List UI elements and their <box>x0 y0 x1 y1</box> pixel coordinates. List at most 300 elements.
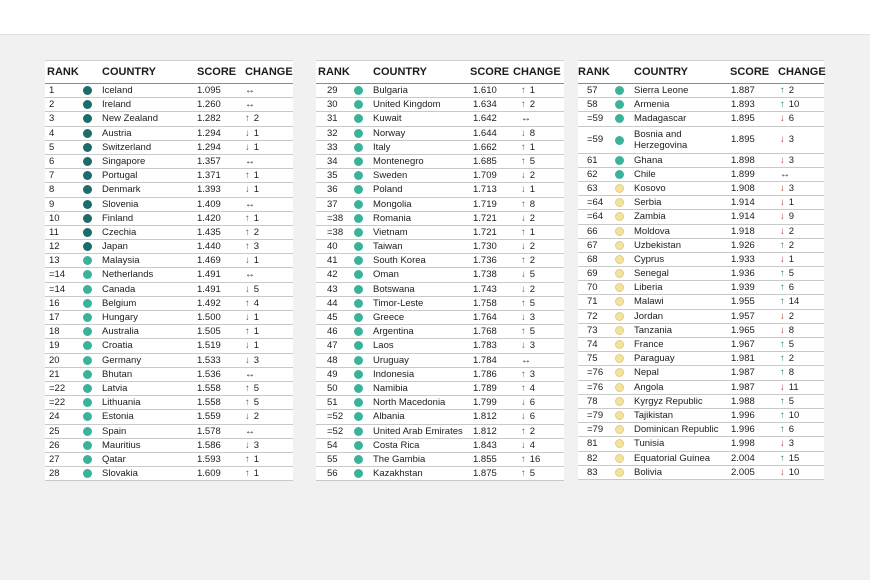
rank-cell: 50 <box>327 382 338 394</box>
change-value: 3 <box>253 241 260 253</box>
table-row <box>316 283 564 297</box>
table-row <box>316 368 564 382</box>
score-cell: 1.558 <box>197 397 221 409</box>
table-row <box>316 226 564 240</box>
tier-dot-icon <box>615 184 624 193</box>
country-cell: Canada <box>102 283 136 295</box>
tier-dot-icon <box>615 241 624 250</box>
change-cell <box>780 325 794 336</box>
table-row <box>316 311 564 325</box>
arrow-down-icon: ↓ <box>521 127 526 139</box>
header-score: SCORE <box>470 66 510 78</box>
change-value: 1 <box>253 312 260 323</box>
rank-cell: 63 <box>587 182 598 194</box>
change-cell <box>245 255 259 266</box>
score-cell: 1.713 <box>473 184 497 196</box>
tier-dot-icon <box>354 427 363 436</box>
country-cell: United Arab Emirates <box>373 425 463 437</box>
arrow-up-icon: ↑ <box>780 339 785 350</box>
score-cell: 1.095 <box>197 85 221 96</box>
rank-cell: 75 <box>587 353 598 365</box>
table-row <box>45 368 293 382</box>
table-row <box>316 240 564 254</box>
arrow-down-icon: ↓ <box>245 255 250 267</box>
change-value: 2 <box>529 283 536 295</box>
arrow-both-icon: ↔ <box>245 269 255 281</box>
country-cell: North Macedonia <box>373 397 446 409</box>
rank-cell: 58 <box>587 99 598 111</box>
score-cell: 1.926 <box>731 239 755 251</box>
change-cell <box>780 282 794 293</box>
tier-dot-icon <box>83 185 92 194</box>
change-cell <box>780 155 794 166</box>
arrow-both-icon: ↔ <box>245 368 255 380</box>
change-cell <box>521 156 535 167</box>
rank-cell: 47 <box>327 340 338 352</box>
change-value: 2 <box>529 212 536 224</box>
tier-dot-icon <box>615 227 624 236</box>
rank-cell: =64 <box>587 211 604 223</box>
score-cell: 1.409 <box>197 198 221 210</box>
table-row <box>316 254 564 268</box>
rank-cell: 12 <box>49 241 60 253</box>
rank-cell: 74 <box>587 339 598 350</box>
score-cell: 1.918 <box>731 225 755 237</box>
arrow-both-icon: ↔ <box>245 155 255 167</box>
table-row <box>316 127 564 141</box>
tier-dot-icon <box>354 200 363 209</box>
score-cell: 1.730 <box>473 241 497 253</box>
table-row <box>45 325 293 339</box>
arrow-up-icon: ↑ <box>245 212 250 224</box>
arrow-up-icon: ↑ <box>521 453 526 465</box>
table-row <box>578 395 824 409</box>
table-row <box>45 268 293 282</box>
country-cell: The Gambia <box>373 453 426 465</box>
country-cell: Spain <box>102 425 127 437</box>
change-cell <box>521 199 535 210</box>
change-cell <box>521 426 535 437</box>
arrow-down-icon: ↓ <box>780 197 785 209</box>
country-cell: Liberia <box>634 282 663 294</box>
score-cell: 1.957 <box>731 310 755 322</box>
country-cell: Moldova <box>634 225 670 237</box>
change-cell <box>780 85 794 96</box>
score-cell: 1.988 <box>731 395 755 407</box>
score-cell: 1.469 <box>197 255 221 267</box>
tier-dot-icon <box>615 114 624 123</box>
table-row <box>45 410 293 424</box>
change-cell <box>245 170 259 181</box>
arrow-down-icon: ↓ <box>245 439 250 451</box>
rank-cell: =76 <box>587 381 604 393</box>
change-value: 2 <box>529 99 536 111</box>
arrow-up-icon: ↑ <box>780 268 785 280</box>
table-row <box>316 382 564 396</box>
arrow-down-icon: ↓ <box>521 312 526 323</box>
arrow-up-icon: ↑ <box>521 198 526 210</box>
table-row <box>45 84 293 98</box>
arrow-up-icon: ↑ <box>780 239 785 251</box>
rank-cell: 29 <box>327 85 338 96</box>
tier-dot-icon <box>83 441 92 450</box>
table-row <box>578 127 824 154</box>
change-cell <box>780 424 794 435</box>
tier-dot-icon <box>83 384 92 393</box>
table-row <box>45 311 293 325</box>
score-cell: 1.987 <box>731 367 755 379</box>
country-cell: Senegal <box>634 268 669 280</box>
country-cell: Bhutan <box>102 368 133 380</box>
arrow-down-icon: ↓ <box>780 438 785 450</box>
score-cell: 1.586 <box>197 439 221 451</box>
change-value: 6 <box>529 397 536 409</box>
rank-cell: 5 <box>49 141 55 153</box>
tier-dot-icon <box>615 454 624 463</box>
score-cell: 1.435 <box>197 226 221 238</box>
score-cell: 2.005 <box>731 466 755 478</box>
country-cell: Jordan <box>634 310 664 322</box>
change-cell <box>780 99 799 110</box>
change-cell <box>245 340 259 351</box>
rank-cell: 54 <box>327 439 338 451</box>
change-cell <box>245 369 255 380</box>
change-cell <box>245 355 259 366</box>
table-row <box>578 466 824 480</box>
score-cell: 1.812 <box>473 425 497 437</box>
rank-cell: 36 <box>327 184 338 196</box>
change-value: 1 <box>253 340 260 352</box>
change-value: 3 <box>529 340 536 352</box>
tier-dot-icon <box>354 214 363 223</box>
change-value: 2 <box>253 113 260 125</box>
arrow-up-icon: ↑ <box>245 241 250 253</box>
change-cell <box>780 339 794 350</box>
score-cell: 1.965 <box>731 324 755 336</box>
change-cell <box>521 326 535 337</box>
arrow-up-icon: ↑ <box>521 368 526 380</box>
change-value: 10 <box>788 409 800 421</box>
country-cell: Malawi <box>634 296 664 308</box>
score-cell: 1.738 <box>473 269 497 281</box>
table-row <box>578 182 824 196</box>
table-row <box>45 467 293 481</box>
change-value: 3 <box>529 368 536 380</box>
arrow-down-icon: ↓ <box>780 154 785 166</box>
arrow-down-icon: ↓ <box>780 133 785 145</box>
country-cell: Qatar <box>102 453 126 465</box>
header-rank: RANK <box>318 66 350 78</box>
country-cell: Costa Rica <box>373 439 420 451</box>
tier-dot-icon <box>83 171 92 180</box>
rank-cell: 45 <box>327 312 338 323</box>
table-row <box>578 196 824 210</box>
score-cell: 1.758 <box>473 297 497 309</box>
change-cell <box>780 268 794 279</box>
country-cell: Kazakhstan <box>373 468 423 480</box>
arrow-down-icon: ↓ <box>780 466 785 478</box>
table-row <box>578 84 824 98</box>
change-cell <box>521 312 535 323</box>
change-value: 2 <box>529 255 536 267</box>
table-row <box>578 381 824 395</box>
tier-dot-icon <box>83 412 92 421</box>
arrow-up-icon: ↑ <box>521 99 526 111</box>
country-cell: Equatorial Guinea <box>634 452 711 464</box>
rank-cell: 28 <box>49 468 60 480</box>
change-cell <box>780 396 794 407</box>
table-row <box>316 453 564 467</box>
table-row <box>316 198 564 212</box>
tier-dot-icon <box>83 114 92 123</box>
country-cell: Portugal <box>102 170 138 182</box>
country-cell: Tanzania <box>634 324 673 336</box>
change-value: 3 <box>788 133 795 145</box>
arrow-up-icon: ↑ <box>780 395 785 407</box>
change-value: 5 <box>788 395 795 407</box>
tier-dot-icon <box>354 412 363 421</box>
arrow-up-icon: ↑ <box>521 255 526 267</box>
change-value: 6 <box>788 113 795 125</box>
arrow-down-icon: ↓ <box>521 411 526 423</box>
score-cell: 1.996 <box>731 409 755 421</box>
rank-cell: 73 <box>587 324 598 336</box>
country-cell: Argentina <box>373 326 414 338</box>
change-cell <box>780 169 790 180</box>
tier-dot-icon <box>615 354 624 363</box>
tier-dot-icon <box>615 269 624 278</box>
tier-dot-icon <box>83 370 92 379</box>
tier-dot-icon <box>615 468 624 477</box>
arrow-up-icon: ↑ <box>245 297 250 309</box>
table-row <box>316 439 564 453</box>
arrow-up-icon: ↑ <box>245 468 250 480</box>
table-row <box>45 112 293 126</box>
tier-dot-icon <box>615 297 624 306</box>
score-cell: 1.719 <box>473 198 497 210</box>
rank-cell: 33 <box>327 141 338 153</box>
rank-cell: 68 <box>587 253 598 265</box>
header-score: SCORE <box>730 66 770 78</box>
header-rank: RANK <box>47 66 79 78</box>
change-value: 14 <box>788 296 800 308</box>
arrow-down-icon: ↓ <box>245 141 250 153</box>
tier-dot-icon <box>83 299 92 308</box>
tier-dot-icon <box>354 327 363 336</box>
tier-dot-icon <box>615 100 624 109</box>
arrow-both-icon: ↔ <box>245 198 255 210</box>
table-row <box>316 339 564 353</box>
tier-dot-icon <box>354 455 363 464</box>
arrow-up-icon: ↑ <box>245 397 250 409</box>
score-cell: 1.492 <box>197 297 221 309</box>
arrow-down-icon: ↓ <box>521 184 526 196</box>
rank-cell: 11 <box>49 226 59 238</box>
change-cell <box>521 170 535 181</box>
score-cell: 1.644 <box>473 127 497 139</box>
change-cell <box>521 298 535 309</box>
change-value: 3 <box>788 154 795 166</box>
country-cell: Timor-Leste <box>373 297 424 309</box>
change-value: 5 <box>253 397 260 409</box>
table-row <box>45 354 293 368</box>
country-cell: Bulgaria <box>373 85 408 96</box>
score-cell: 1.357 <box>197 155 221 167</box>
rank-cell: 61 <box>587 154 598 166</box>
rank-cell: 57 <box>587 85 598 96</box>
rank-cell: 24 <box>49 411 60 423</box>
rank-cell: =59 <box>587 113 604 125</box>
score-cell: 1.519 <box>197 340 221 352</box>
rank-cell: 37 <box>327 198 338 210</box>
change-cell <box>780 211 794 222</box>
score-cell: 1.887 <box>731 85 755 96</box>
arrow-up-icon: ↑ <box>521 226 526 238</box>
rank-cell: 71 <box>587 296 598 308</box>
rank-cell: 44 <box>327 297 338 309</box>
change-value: 3 <box>529 312 536 323</box>
change-value: 1 <box>529 226 536 238</box>
arrow-down-icon: ↓ <box>780 310 785 322</box>
arrow-both-icon: ↔ <box>245 99 255 111</box>
table-row <box>578 253 824 267</box>
score-cell: 1.812 <box>473 411 497 423</box>
arrow-both-icon: ↔ <box>245 85 255 96</box>
rank-cell: 55 <box>327 453 338 465</box>
change-value: 11 <box>788 381 799 393</box>
tier-dot-icon <box>83 242 92 251</box>
country-cell: Belgium <box>102 297 137 309</box>
change-cell <box>245 326 259 337</box>
arrow-down-icon: ↓ <box>780 324 785 336</box>
country-cell: United Kingdom <box>373 99 441 111</box>
tier-dot-icon <box>354 469 363 478</box>
change-value: 1 <box>253 141 260 153</box>
tier-dot-icon <box>354 285 363 294</box>
arrow-both-icon: ↔ <box>521 113 531 125</box>
table-row <box>316 84 564 98</box>
change-value: 5 <box>529 269 536 281</box>
arrow-up-icon: ↑ <box>780 409 785 421</box>
change-value: 10 <box>788 99 800 111</box>
table-row <box>578 239 824 253</box>
table-row <box>45 169 293 183</box>
score-cell: 1.559 <box>197 411 221 423</box>
table-row <box>316 169 564 183</box>
table-row <box>578 225 824 239</box>
header-score: SCORE <box>197 66 237 78</box>
tier-dot-icon <box>354 143 363 152</box>
change-cell <box>780 311 794 322</box>
header-rank: RANK <box>578 66 610 78</box>
rank-cell: 13 <box>49 255 60 267</box>
country-cell: Austria <box>102 127 132 139</box>
country-cell: Kuwait <box>373 113 402 125</box>
header-change: CHANGE <box>513 66 561 78</box>
rank-cell: 7 <box>49 170 55 182</box>
rank-cell: 25 <box>49 425 60 437</box>
score-cell: 1.294 <box>197 127 221 139</box>
tier-dot-icon <box>83 356 92 365</box>
score-cell: 1.721 <box>473 212 497 224</box>
change-value: 6 <box>788 282 795 294</box>
change-value: 2 <box>529 241 536 253</box>
arrow-up-icon: ↑ <box>780 85 785 96</box>
rank-cell: 83 <box>587 466 598 478</box>
change-cell <box>521 340 535 351</box>
country-cell: Estonia <box>102 411 134 423</box>
rank-cell: =59 <box>587 133 604 145</box>
rank-cell: 51 <box>327 397 338 409</box>
table-row <box>45 141 293 155</box>
change-cell <box>245 397 259 408</box>
score-cell: 1.634 <box>473 99 497 111</box>
change-cell <box>521 255 535 266</box>
change-value: 8 <box>529 127 536 139</box>
tier-dot-icon <box>615 86 624 95</box>
header-country: COUNTRY <box>373 66 427 78</box>
change-cell <box>521 213 535 224</box>
rank-cell: 3 <box>49 113 55 125</box>
score-cell: 1.981 <box>731 353 755 365</box>
rank-cell: 30 <box>327 99 338 111</box>
change-cell <box>521 468 535 479</box>
tier-dot-icon <box>83 256 92 265</box>
change-value: 5 <box>788 339 795 350</box>
country-cell: Laos <box>373 340 394 352</box>
rank-cell: 41 <box>327 255 338 267</box>
country-cell: Indonesia <box>373 368 415 380</box>
table-row <box>578 281 824 295</box>
tier-dot-icon <box>615 368 624 377</box>
change-cell <box>521 454 540 465</box>
country-cell: South Korea <box>373 255 426 267</box>
arrow-up-icon: ↑ <box>245 113 250 125</box>
country-cell: Montenegro <box>373 155 424 167</box>
tier-dot-icon <box>615 383 624 392</box>
arrow-down-icon: ↓ <box>245 411 250 423</box>
table-row <box>578 112 824 126</box>
rank-cell: =14 <box>49 269 66 281</box>
rank-cell: =38 <box>327 226 344 238</box>
table-row <box>578 409 824 423</box>
arrow-up-icon: ↑ <box>521 141 526 153</box>
arrow-up-icon: ↑ <box>245 226 250 238</box>
change-cell <box>245 199 255 210</box>
tier-dot-icon <box>83 455 92 464</box>
change-value: 2 <box>788 310 795 322</box>
arrow-down-icon: ↓ <box>780 182 785 194</box>
change-value: 1 <box>788 253 795 265</box>
change-cell <box>245 269 255 280</box>
change-value: 2 <box>788 225 795 237</box>
score-cell: 1.642 <box>473 113 497 125</box>
change-cell <box>521 113 531 124</box>
country-cell: Romania <box>373 212 412 224</box>
table-row <box>45 127 293 141</box>
rank-cell: 49 <box>327 368 338 380</box>
tier-dot-icon <box>354 398 363 407</box>
tier-dot-icon <box>615 170 624 179</box>
rank-cell: 31 <box>327 113 338 125</box>
change-value: 1 <box>529 141 536 153</box>
change-value: 15 <box>788 452 800 464</box>
country-cell: Croatia <box>102 340 133 352</box>
country-cell: Sweden <box>373 170 408 182</box>
table-row <box>316 410 564 424</box>
country-cell: Kosovo <box>634 182 666 194</box>
rank-cell: 27 <box>49 453 60 465</box>
